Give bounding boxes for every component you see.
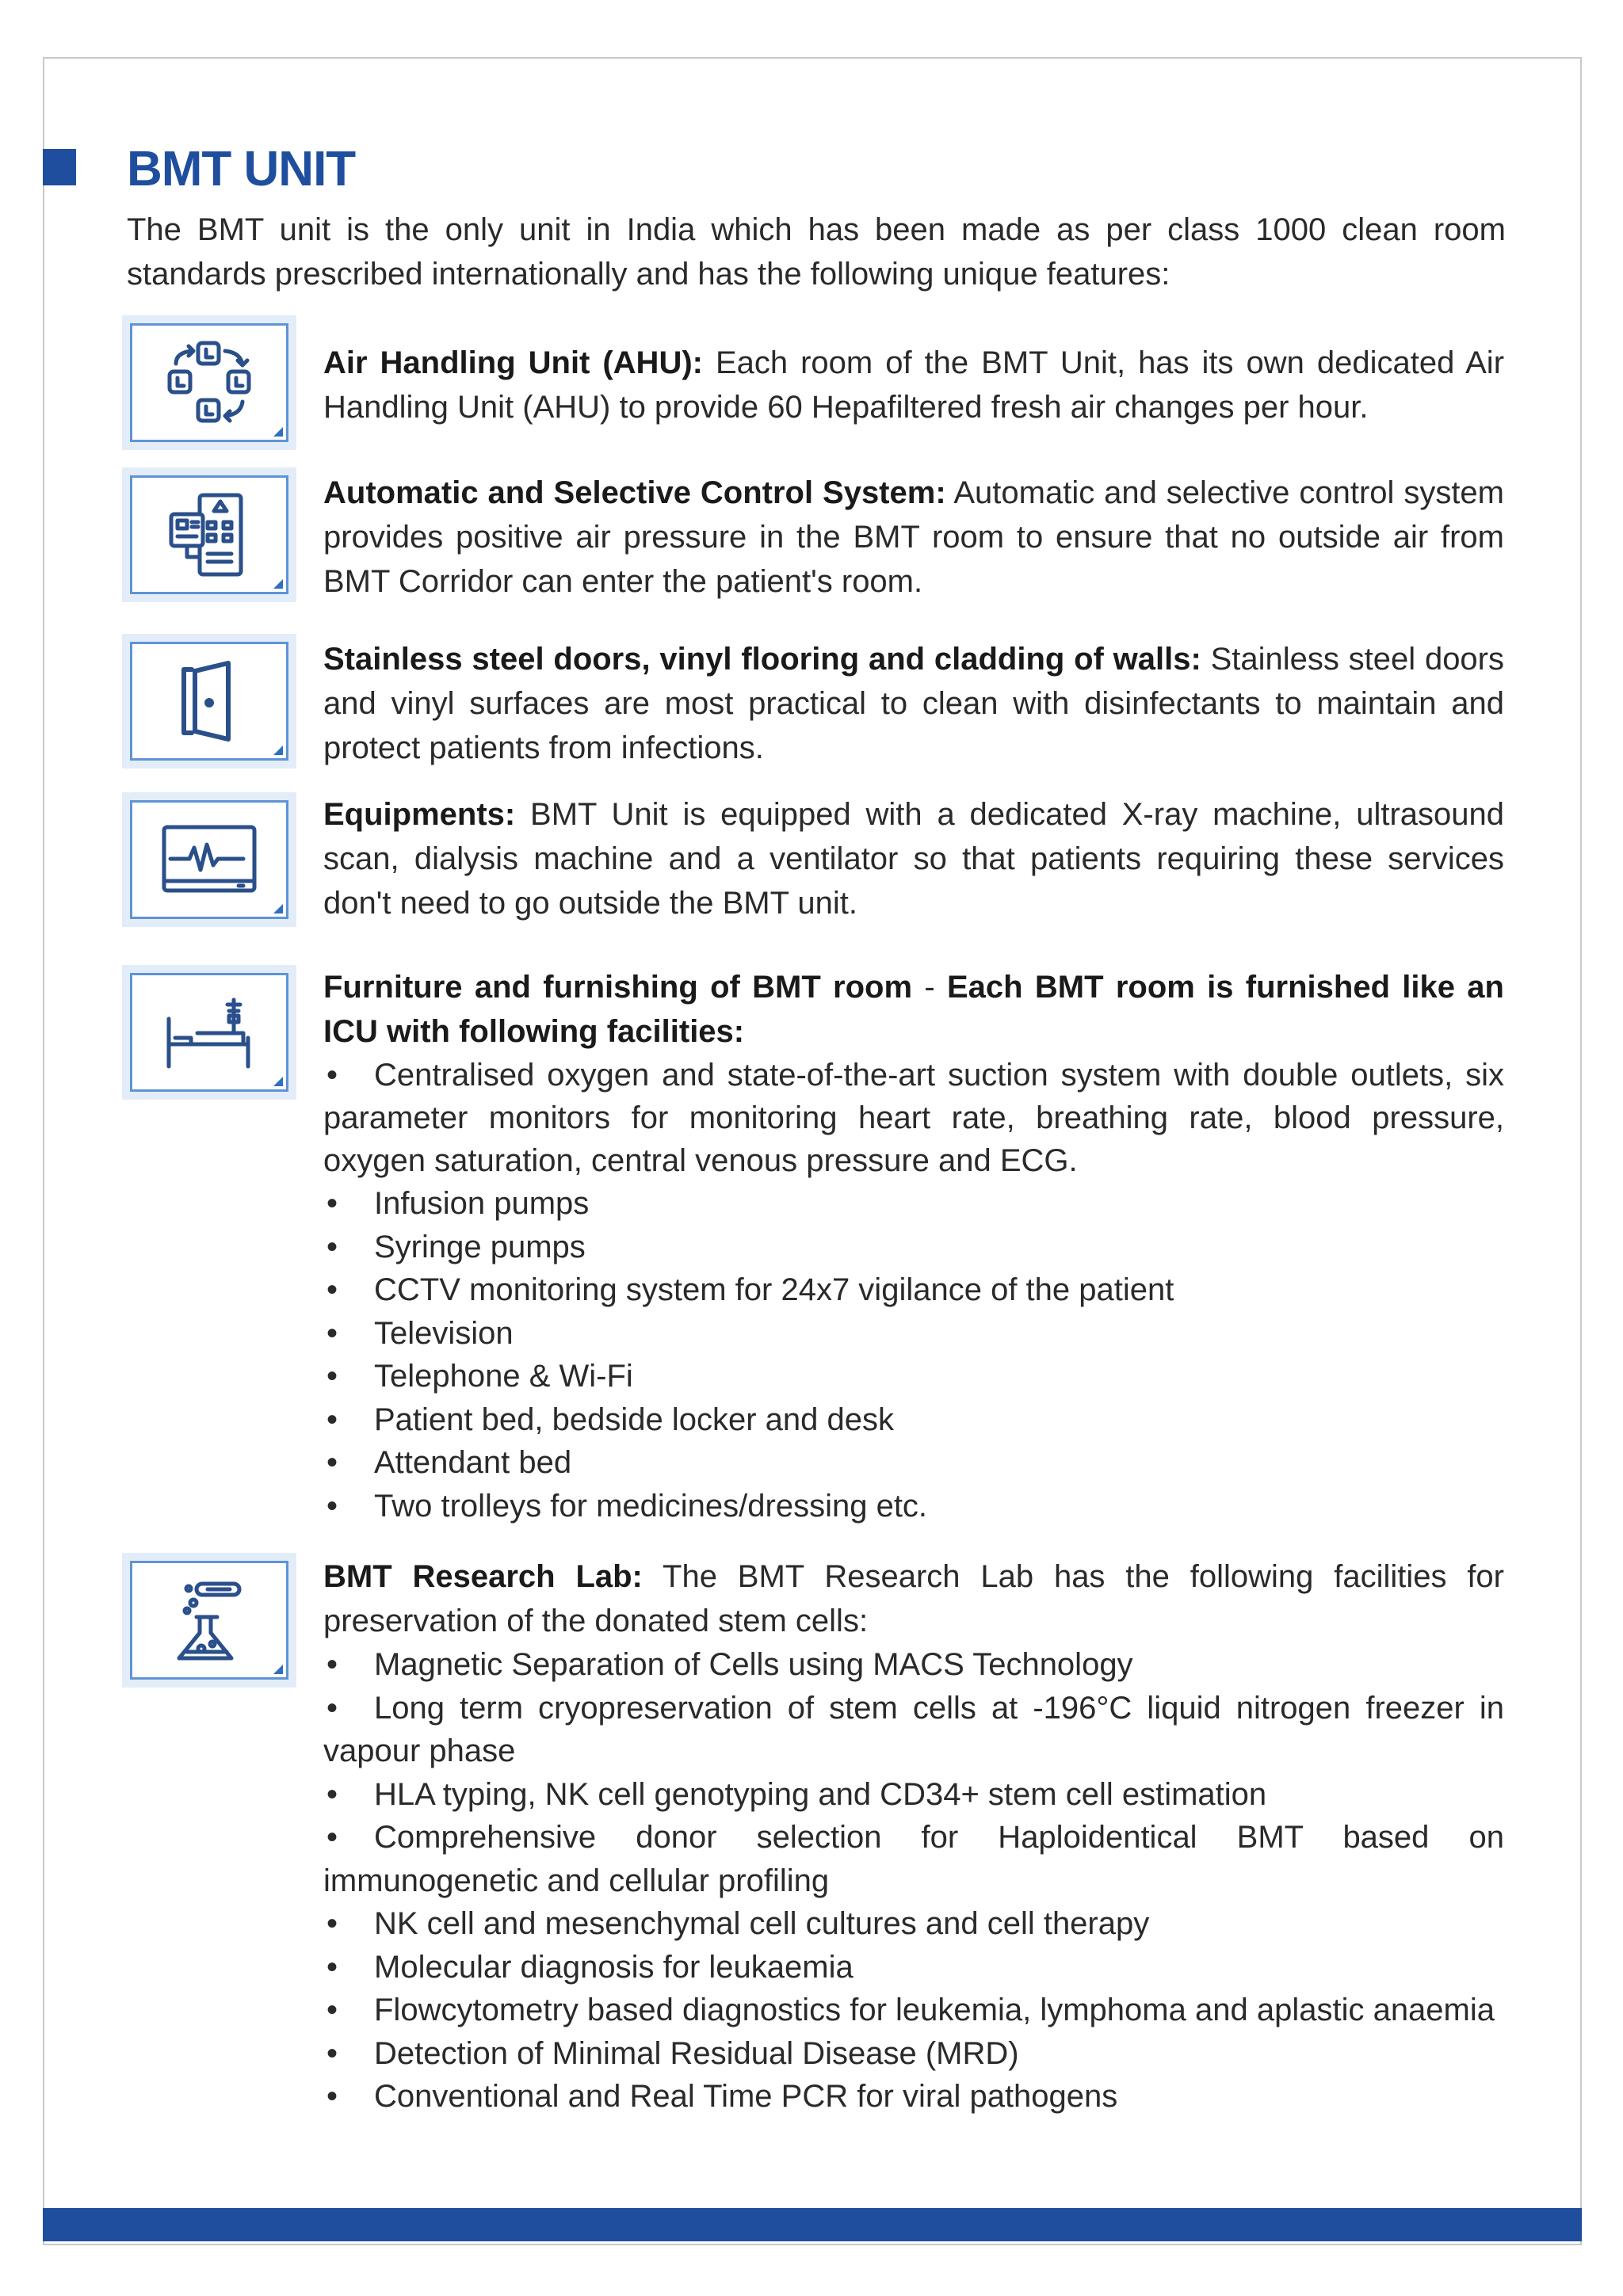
- list-item: • Detection of Minimal Residual Disease (MRD): [323, 2032, 1504, 2076]
- door-icon: [162, 654, 257, 749]
- feature-furniture: [323, 965, 1504, 1527]
- list-item: • Long term cryopreservation of stem cells at -196°C liquid nitrogen freezer in vapour phase: [323, 1687, 1504, 1773]
- list-item: • Patient bed, bedside locker and desk: [323, 1398, 1504, 1442]
- feature-ahu: [323, 341, 1504, 429]
- list-item: • CCTV monitoring system for 24x7 vigilance of the patient: [323, 1268, 1504, 1312]
- list-item: • Flowcytometry based diagnostics for leukemia, lymphoma and aplastic anaemia: [323, 1989, 1504, 2032]
- control-panel-icon-box: [122, 467, 296, 602]
- list-item: • Two trolleys for medicines/dressing etc.: [323, 1485, 1504, 1528]
- footer-bar: [43, 2208, 1582, 2241]
- icon-corner-decoration: [273, 427, 283, 437]
- feature-doors: [323, 637, 1504, 770]
- icon-corner-decoration: [273, 1077, 283, 1086]
- hospital-bed-icon: [158, 989, 261, 1076]
- monitor-icon-box: [122, 792, 296, 927]
- air-handling-icon-box: [122, 315, 296, 450]
- feature-equipments: [323, 792, 1504, 925]
- lab-flask-icon-box: [122, 1553, 296, 1688]
- list-item: • Television: [323, 1312, 1504, 1356]
- feature-control-system: [323, 471, 1504, 604]
- feature-furniture-title: Furniture and furnishing of BMT room - Each BMT room is furnished like an ICU with following facilities:: [323, 970, 1504, 1049]
- feature-equipments-text: BMT Unit is equipped with a dedicated X-ray machine, ultrasound scan, dialysis machine and a ventilator so that patients requiring these services don't need to go outside the BMT unit.: [323, 797, 1504, 921]
- feature-research-lab-intro: [323, 1554, 1504, 1643]
- feature-control-text: Automatic and selective control system provides positive air pressure in the BMT room to ensure that no outside air from BMT Corridor can enter the patient's room.: [323, 475, 1504, 599]
- door-icon-box: [122, 634, 296, 769]
- icon-corner-decoration: [273, 579, 283, 589]
- hospital-bed-icon-box: [122, 965, 296, 1100]
- intro-paragraph: The BMT unit is the only unit in India which has been made as per class 1000 clean room standards prescribed internationally and has the following unique features:: [127, 212, 1506, 292]
- feature-doors-text: Stainless steel doors and vinyl surfaces are most practical to clean with disinfectants to maintain and protect patients from infections.: [323, 642, 1505, 765]
- icon-corner-decoration: [273, 1665, 283, 1674]
- feature-ahu-text: Each room of the BMT Unit, has its own dedicated Air Handling Unit (AHU) to provide 60 Hepafiltered fresh air changes per hour.: [323, 345, 1505, 425]
- list-item: • Syringe pumps: [323, 1226, 1504, 1269]
- lab-flask-icon: [162, 1573, 257, 1668]
- control-panel-icon: [162, 487, 257, 582]
- page-title: BMT UNIT: [127, 142, 356, 196]
- list-item: • NK cell and mesenchymal cell cultures and cell therapy: [323, 1902, 1504, 1946]
- feature-equipments-heading: Equipments:: [323, 797, 516, 832]
- list-item: • Centralised oxygen and state-of-the-art suction system with double outlets, six parameter monitors for monitoring heart rate, breathing rate, blood pressure, oxygen saturation, central venous pressure and ECG.: [323, 1054, 1504, 1182]
- feature-research-lab-heading: BMT Research Lab:: [323, 1559, 643, 1594]
- feature-research-lab: [323, 1554, 1504, 2119]
- monitor-icon: [158, 816, 261, 903]
- icon-corner-decoration: [273, 904, 283, 913]
- heading-marker: [43, 149, 76, 185]
- list-item: • Magnetic Separation of Cells using MACS Technology: [323, 1643, 1504, 1687]
- list-item: • HLA typing, NK cell genotyping and CD34+ stem cell estimation: [323, 1773, 1504, 1817]
- list-item: • Conventional and Real Time PCR for viral pathogens: [323, 2075, 1504, 2119]
- air-handling-icon: [162, 335, 257, 430]
- feature-control-heading: Automatic and Selective Control System:: [323, 475, 946, 510]
- feature-ahu-heading: Air Handling Unit (AHU):: [323, 345, 703, 380]
- list-item: • Telephone & Wi-Fi: [323, 1355, 1504, 1398]
- icon-corner-decoration: [273, 746, 283, 755]
- list-item: • Infusion pumps: [323, 1182, 1504, 1226]
- list-item: • Comprehensive donor selection for Haploidentical BMT based on immunogenetic and cellular profiling: [323, 1816, 1504, 1902]
- feature-doors-heading: Stainless steel doors, vinyl flooring and cladding of walls:: [323, 642, 1201, 677]
- list-item: • Attendant bed: [323, 1441, 1504, 1485]
- feature-research-lab-text: The BMT Research Lab has the following facilities for preservation of the donated stem cells:: [323, 1559, 1504, 1638]
- list-item: • Molecular diagnosis for leukaemia: [323, 1946, 1504, 1989]
- feature-furniture-heading: Furniture and furnishing of BMT room: [323, 970, 913, 1005]
- feature-furniture-heading-tail: Each BMT room is furnished like an ICU with following facilities:: [323, 970, 1504, 1049]
